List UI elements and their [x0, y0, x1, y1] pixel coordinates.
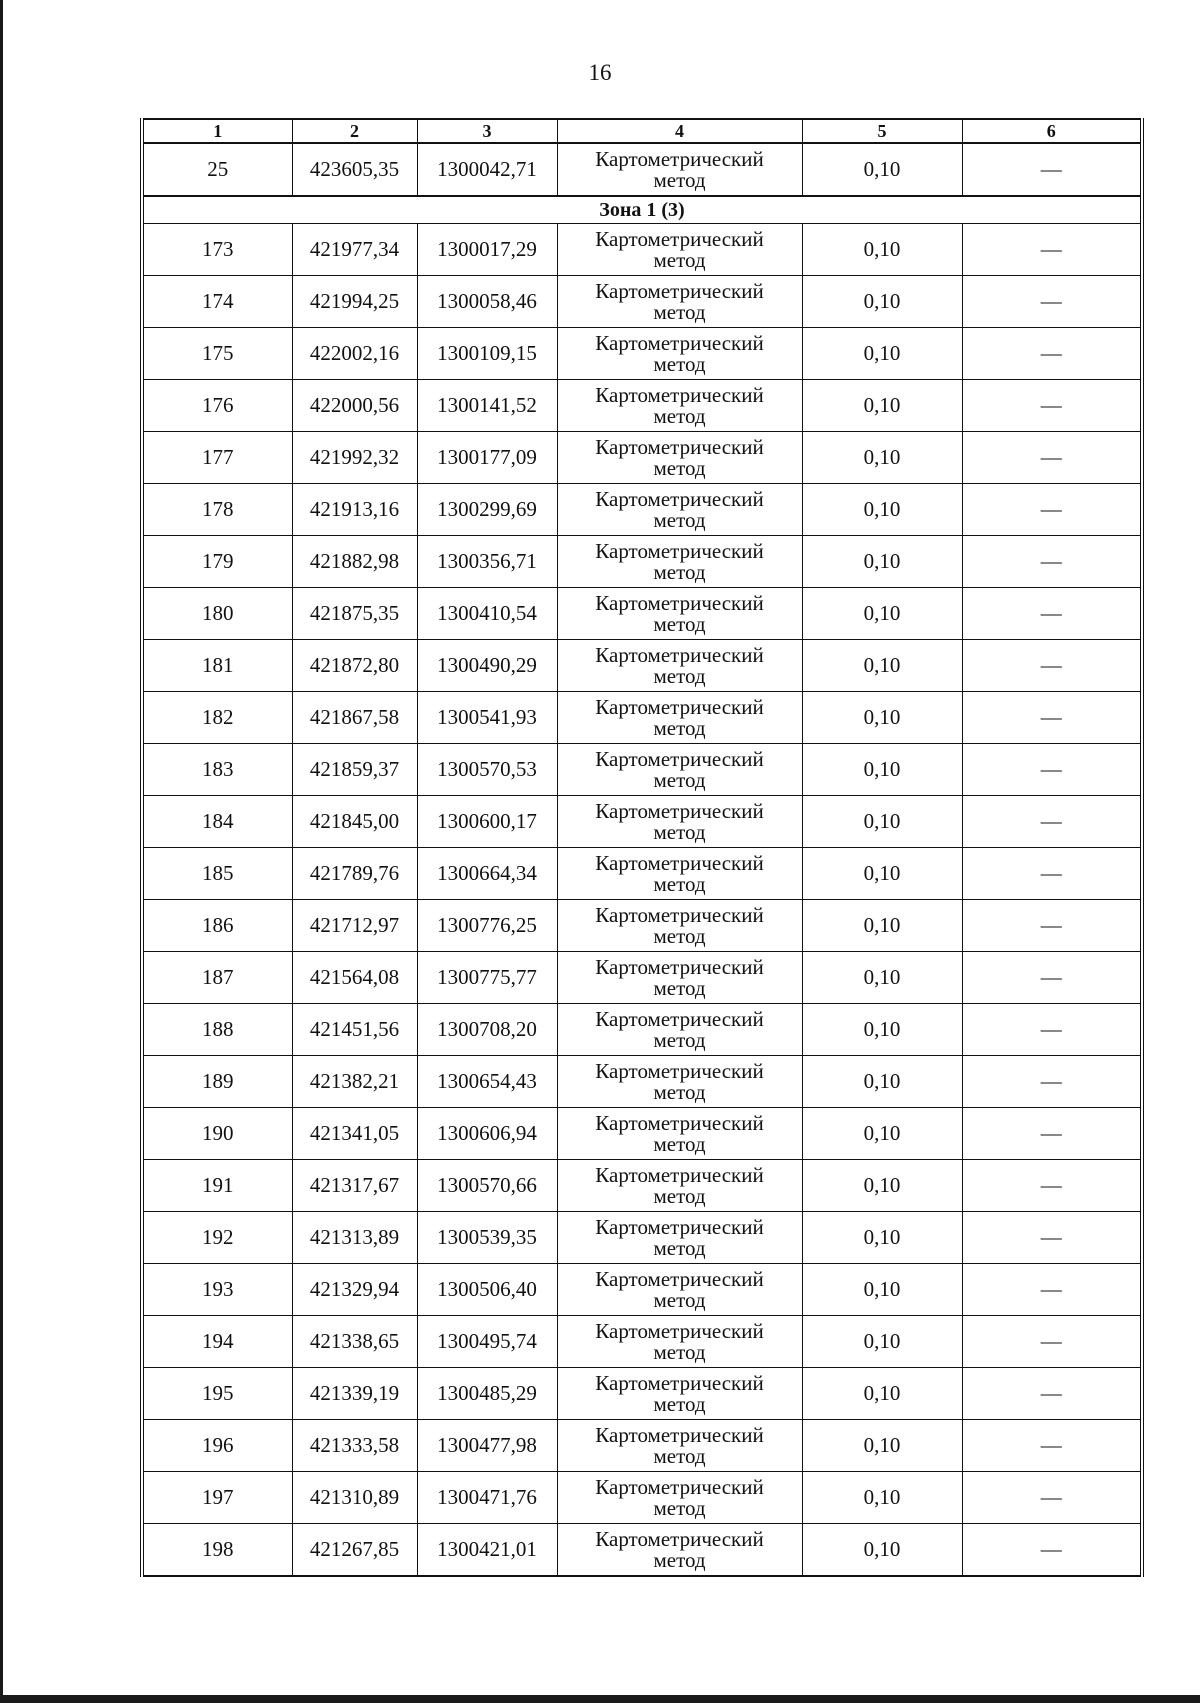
method-line-2: метод [653, 1339, 706, 1364]
table-row [142, 1212, 1142, 1264]
point-number-cell: 173 [142, 224, 292, 276]
y-coordinate-cell: 1300570,66 [417, 1160, 557, 1212]
description-cell: — [962, 1316, 1142, 1368]
x-coordinate-cell: 422002,16 [292, 328, 417, 380]
accuracy-cell: 0,10 [802, 1004, 962, 1056]
method-cell [557, 1368, 802, 1420]
method-line-1: Картометрический [595, 1162, 764, 1187]
x-coordinate-cell: 421872,80 [292, 640, 417, 692]
method-line-2: метод [653, 1183, 706, 1208]
table-row [142, 1316, 1142, 1368]
description-cell: — [962, 1004, 1142, 1056]
method-line-2: метод [653, 1027, 706, 1052]
y-coordinate-cell: 1300570,53 [417, 744, 557, 796]
point-number-cell: 193 [142, 1264, 292, 1316]
point-number-cell: 182 [142, 692, 292, 744]
x-coordinate-cell: 421564,08 [292, 952, 417, 1004]
point-number-cell: 25 [142, 143, 292, 196]
accuracy-cell: 0,10 [802, 900, 962, 952]
header-cell: 4 [557, 119, 802, 143]
x-coordinate-cell: 421875,35 [292, 588, 417, 640]
accuracy-cell: 0,10 [802, 1420, 962, 1472]
method-cell [557, 484, 802, 536]
y-coordinate-cell: 1300177,09 [417, 432, 557, 484]
table-row [142, 692, 1142, 744]
method-line-2: метод [653, 247, 706, 272]
table-row [142, 1004, 1142, 1056]
table-row [142, 1160, 1142, 1212]
y-coordinate-cell: 1300410,54 [417, 588, 557, 640]
x-coordinate-cell: 421882,98 [292, 536, 417, 588]
accuracy-cell: 0,10 [802, 1472, 962, 1524]
method-line-1: Картометрический [595, 642, 764, 667]
method-line-1: Картометрический [595, 486, 764, 511]
method-cell [557, 1316, 802, 1368]
method-cell [557, 1212, 802, 1264]
method-cell [557, 1004, 802, 1056]
y-coordinate-cell: 1300042,71 [417, 143, 557, 196]
x-coordinate-cell: 421994,25 [292, 276, 417, 328]
method-line-2: метод [653, 403, 706, 428]
table-row [142, 1108, 1142, 1160]
point-number-cell: 181 [142, 640, 292, 692]
table-row [142, 848, 1142, 900]
method-line-2: метод [653, 871, 706, 896]
y-coordinate-cell: 1300356,71 [417, 536, 557, 588]
accuracy-cell: 0,10 [802, 1524, 962, 1577]
method-line-2: метод [653, 1235, 706, 1260]
y-coordinate-cell: 1300539,35 [417, 1212, 557, 1264]
scan-border-bottom [0, 1695, 1200, 1703]
x-coordinate-cell: 421310,89 [292, 1472, 417, 1524]
method-cell [557, 1524, 802, 1577]
description-cell: — [962, 900, 1142, 952]
y-coordinate-cell: 1300506,40 [417, 1264, 557, 1316]
y-coordinate-cell: 1300776,25 [417, 900, 557, 952]
y-coordinate-cell: 1300654,43 [417, 1056, 557, 1108]
method-cell [557, 952, 802, 1004]
y-coordinate-cell: 1300664,34 [417, 848, 557, 900]
point-number-cell: 180 [142, 588, 292, 640]
point-number-cell: 175 [142, 328, 292, 380]
accuracy-cell: 0,10 [802, 744, 962, 796]
accuracy-cell: 0,10 [802, 796, 962, 848]
description-cell: — [962, 484, 1142, 536]
y-coordinate-cell: 1300421,01 [417, 1524, 557, 1577]
method-line-2: метод [653, 611, 706, 636]
table-row [142, 744, 1142, 796]
x-coordinate-cell: 421913,16 [292, 484, 417, 536]
accuracy-cell: 0,10 [802, 952, 962, 1004]
x-coordinate-cell: 421977,34 [292, 224, 417, 276]
header-cell: 2 [292, 119, 417, 143]
x-coordinate-cell: 421329,94 [292, 1264, 417, 1316]
point-number-cell: 186 [142, 900, 292, 952]
x-coordinate-cell: 421382,21 [292, 1056, 417, 1108]
table-row [142, 432, 1142, 484]
method-cell [557, 224, 802, 276]
x-coordinate-cell: 421867,58 [292, 692, 417, 744]
method-line-2: метод [653, 507, 706, 532]
accuracy-cell: 0,10 [802, 224, 962, 276]
point-number-cell: 184 [142, 796, 292, 848]
method-cell [557, 796, 802, 848]
point-number-cell: 191 [142, 1160, 292, 1212]
point-number-cell: 198 [142, 1524, 292, 1577]
method-line-1: Картометрический [595, 330, 764, 355]
description-cell: — [962, 744, 1142, 796]
method-line-2: метод [653, 1495, 706, 1520]
method-line-1: Картометрический [595, 146, 764, 171]
accuracy-cell: 0,10 [802, 1108, 962, 1160]
description-cell: — [962, 1264, 1142, 1316]
description-cell: — [962, 432, 1142, 484]
method-line-2: метод [653, 663, 706, 688]
y-coordinate-cell: 1300495,74 [417, 1316, 557, 1368]
x-coordinate-cell: 421845,00 [292, 796, 417, 848]
method-line-1: Картометрический [595, 1318, 764, 1343]
accuracy-cell: 0,10 [802, 1316, 962, 1368]
method-cell [557, 588, 802, 640]
method-cell [557, 432, 802, 484]
description-cell: — [962, 276, 1142, 328]
accuracy-cell: 0,10 [802, 1368, 962, 1420]
table-row [142, 536, 1142, 588]
method-line-1: Картометрический [595, 798, 764, 823]
x-coordinate-cell: 422000,56 [292, 380, 417, 432]
y-coordinate-cell: 1300477,98 [417, 1420, 557, 1472]
method-cell [557, 328, 802, 380]
description-cell: — [962, 640, 1142, 692]
x-coordinate-cell: 421341,05 [292, 1108, 417, 1160]
method-line-1: Картометрический [595, 1422, 764, 1447]
method-line-1: Картометрический [595, 1058, 764, 1083]
y-coordinate-cell: 1300775,77 [417, 952, 557, 1004]
method-line-1: Картометрический [595, 278, 764, 303]
accuracy-cell: 0,10 [802, 328, 962, 380]
point-number-cell: 188 [142, 1004, 292, 1056]
method-cell [557, 1108, 802, 1160]
description-cell: — [962, 1368, 1142, 1420]
accuracy-cell: 0,10 [802, 1056, 962, 1108]
zone-heading-row [142, 196, 1142, 224]
method-line-1: Картометрический [595, 1214, 764, 1239]
scan-border-left [0, 0, 3, 1703]
accuracy-cell: 0,10 [802, 143, 962, 196]
description-cell: — [962, 952, 1142, 1004]
method-line-1: Картометрический [595, 382, 764, 407]
y-coordinate-cell: 1300141,52 [417, 380, 557, 432]
description-cell: — [962, 224, 1142, 276]
header-cell: 6 [962, 119, 1142, 143]
method-line-1: Картометрический [595, 1370, 764, 1395]
x-coordinate-cell: 421317,67 [292, 1160, 417, 1212]
coordinates-table [140, 118, 1144, 1577]
method-line-1: Картометрический [595, 226, 764, 251]
x-coordinate-cell: 421333,58 [292, 1420, 417, 1472]
table-row [142, 900, 1142, 952]
method-cell [557, 1056, 802, 1108]
table-row [142, 380, 1142, 432]
method-cell [557, 143, 802, 196]
method-cell [557, 900, 802, 952]
y-coordinate-cell: 1300541,93 [417, 692, 557, 744]
table-row [142, 1524, 1142, 1577]
header-cell: 1 [142, 119, 292, 143]
method-line-2: метод [653, 975, 706, 1000]
accuracy-cell: 0,10 [802, 1264, 962, 1316]
x-coordinate-cell: 421313,89 [292, 1212, 417, 1264]
method-cell [557, 1472, 802, 1524]
x-coordinate-cell: 421992,32 [292, 432, 417, 484]
method-line-2: метод [653, 351, 706, 376]
method-line-1: Картометрический [595, 954, 764, 979]
point-number-cell: 197 [142, 1472, 292, 1524]
header-cell: 5 [802, 119, 962, 143]
x-coordinate-cell: 421712,97 [292, 900, 417, 952]
method-line-2: метод [653, 767, 706, 792]
method-cell [557, 848, 802, 900]
description-cell: — [962, 588, 1142, 640]
method-line-1: Картометрический [595, 1266, 764, 1291]
table-row [142, 224, 1142, 276]
description-cell: — [962, 143, 1142, 196]
x-coordinate-cell: 421339,19 [292, 1368, 417, 1420]
y-coordinate-cell: 1300109,15 [417, 328, 557, 380]
method-line-2: метод [653, 1547, 706, 1572]
table-row [142, 1368, 1142, 1420]
accuracy-cell: 0,10 [802, 640, 962, 692]
method-line-1: Картометрический [595, 1110, 764, 1135]
table-header-row [142, 119, 1142, 143]
point-number-cell: 189 [142, 1056, 292, 1108]
y-coordinate-cell: 1300017,29 [417, 224, 557, 276]
method-line-2: метод [653, 1287, 706, 1312]
method-line-1: Картометрический [595, 902, 764, 927]
method-line-2: метод [653, 1391, 706, 1416]
point-number-cell: 194 [142, 1316, 292, 1368]
point-number-cell: 185 [142, 848, 292, 900]
y-coordinate-cell: 1300708,20 [417, 1004, 557, 1056]
accuracy-cell: 0,10 [802, 1160, 962, 1212]
table-row [142, 1264, 1142, 1316]
accuracy-cell: 0,10 [802, 588, 962, 640]
accuracy-cell: 0,10 [802, 380, 962, 432]
method-cell [557, 1160, 802, 1212]
y-coordinate-cell: 1300606,94 [417, 1108, 557, 1160]
point-number-cell: 187 [142, 952, 292, 1004]
description-cell: — [962, 328, 1142, 380]
method-line-2: метод [653, 167, 706, 192]
point-number-cell: 190 [142, 1108, 292, 1160]
y-coordinate-cell: 1300490,29 [417, 640, 557, 692]
table-row [142, 588, 1142, 640]
method-line-2: метод [653, 715, 706, 740]
x-coordinate-cell: 421338,65 [292, 1316, 417, 1368]
description-cell: — [962, 1420, 1142, 1472]
accuracy-cell: 0,10 [802, 276, 962, 328]
method-line-2: метод [653, 1131, 706, 1156]
method-line-1: Картометрический [595, 538, 764, 563]
point-number-cell: 176 [142, 380, 292, 432]
accuracy-cell: 0,10 [802, 692, 962, 744]
page-number: 16 [588, 60, 612, 85]
method-cell [557, 744, 802, 796]
point-number-cell: 177 [142, 432, 292, 484]
method-line-1: Картометрический [595, 1474, 764, 1499]
description-cell: — [962, 380, 1142, 432]
method-line-2: метод [653, 559, 706, 584]
method-cell [557, 276, 802, 328]
description-cell: — [962, 1212, 1142, 1264]
accuracy-cell: 0,10 [802, 432, 962, 484]
y-coordinate-cell: 1300600,17 [417, 796, 557, 848]
y-coordinate-cell: 1300485,29 [417, 1368, 557, 1420]
point-number-cell: 178 [142, 484, 292, 536]
y-coordinate-cell: 1300299,69 [417, 484, 557, 536]
method-line-1: Картометрический [595, 694, 764, 719]
point-number-cell: 196 [142, 1420, 292, 1472]
y-coordinate-cell: 1300058,46 [417, 276, 557, 328]
zone-heading: Зона 1 (3) [142, 196, 1142, 224]
method-cell [557, 536, 802, 588]
method-line-2: метод [653, 455, 706, 480]
point-number-cell: 183 [142, 744, 292, 796]
method-line-1: Картометрический [595, 1006, 764, 1031]
description-cell: — [962, 848, 1142, 900]
table-row [142, 952, 1142, 1004]
table-row [142, 796, 1142, 848]
method-cell [557, 640, 802, 692]
point-number-cell: 195 [142, 1368, 292, 1420]
table-row [142, 276, 1142, 328]
method-line-2: метод [653, 1079, 706, 1104]
method-line-2: метод [653, 923, 706, 948]
y-coordinate-cell: 1300471,76 [417, 1472, 557, 1524]
table-body [142, 119, 1142, 1576]
table-row [142, 143, 1142, 196]
description-cell: — [962, 1524, 1142, 1577]
method-line-1: Картометрический [595, 434, 764, 459]
accuracy-cell: 0,10 [802, 848, 962, 900]
table-row [142, 484, 1142, 536]
x-coordinate-cell: 421267,85 [292, 1524, 417, 1577]
method-cell [557, 1420, 802, 1472]
x-coordinate-cell: 423605,35 [292, 143, 417, 196]
point-number-cell: 179 [142, 536, 292, 588]
description-cell: — [962, 692, 1142, 744]
accuracy-cell: 0,10 [802, 1212, 962, 1264]
x-coordinate-cell: 421789,76 [292, 848, 417, 900]
method-line-1: Картометрический [595, 850, 764, 875]
method-cell [557, 380, 802, 432]
accuracy-cell: 0,10 [802, 536, 962, 588]
method-line-2: метод [653, 819, 706, 844]
header-cell: 3 [417, 119, 557, 143]
point-number-cell: 192 [142, 1212, 292, 1264]
method-line-2: метод [653, 1443, 706, 1468]
method-line-1: Картометрический [595, 590, 764, 615]
description-cell: — [962, 1472, 1142, 1524]
description-cell: — [962, 1108, 1142, 1160]
table-row [142, 1472, 1142, 1524]
method-cell [557, 692, 802, 744]
x-coordinate-cell: 421451,56 [292, 1004, 417, 1056]
point-number-cell: 174 [142, 276, 292, 328]
table-row [142, 1056, 1142, 1108]
description-cell: — [962, 1160, 1142, 1212]
table-row [142, 328, 1142, 380]
description-cell: — [962, 1056, 1142, 1108]
method-line-1: Картометрический [595, 746, 764, 771]
description-cell: — [962, 796, 1142, 848]
table-row [142, 640, 1142, 692]
table-row [142, 1420, 1142, 1472]
method-line-2: метод [653, 299, 706, 324]
method-line-1: Картометрический [595, 1526, 764, 1551]
description-cell: — [962, 536, 1142, 588]
x-coordinate-cell: 421859,37 [292, 744, 417, 796]
accuracy-cell: 0,10 [802, 484, 962, 536]
method-cell [557, 1264, 802, 1316]
